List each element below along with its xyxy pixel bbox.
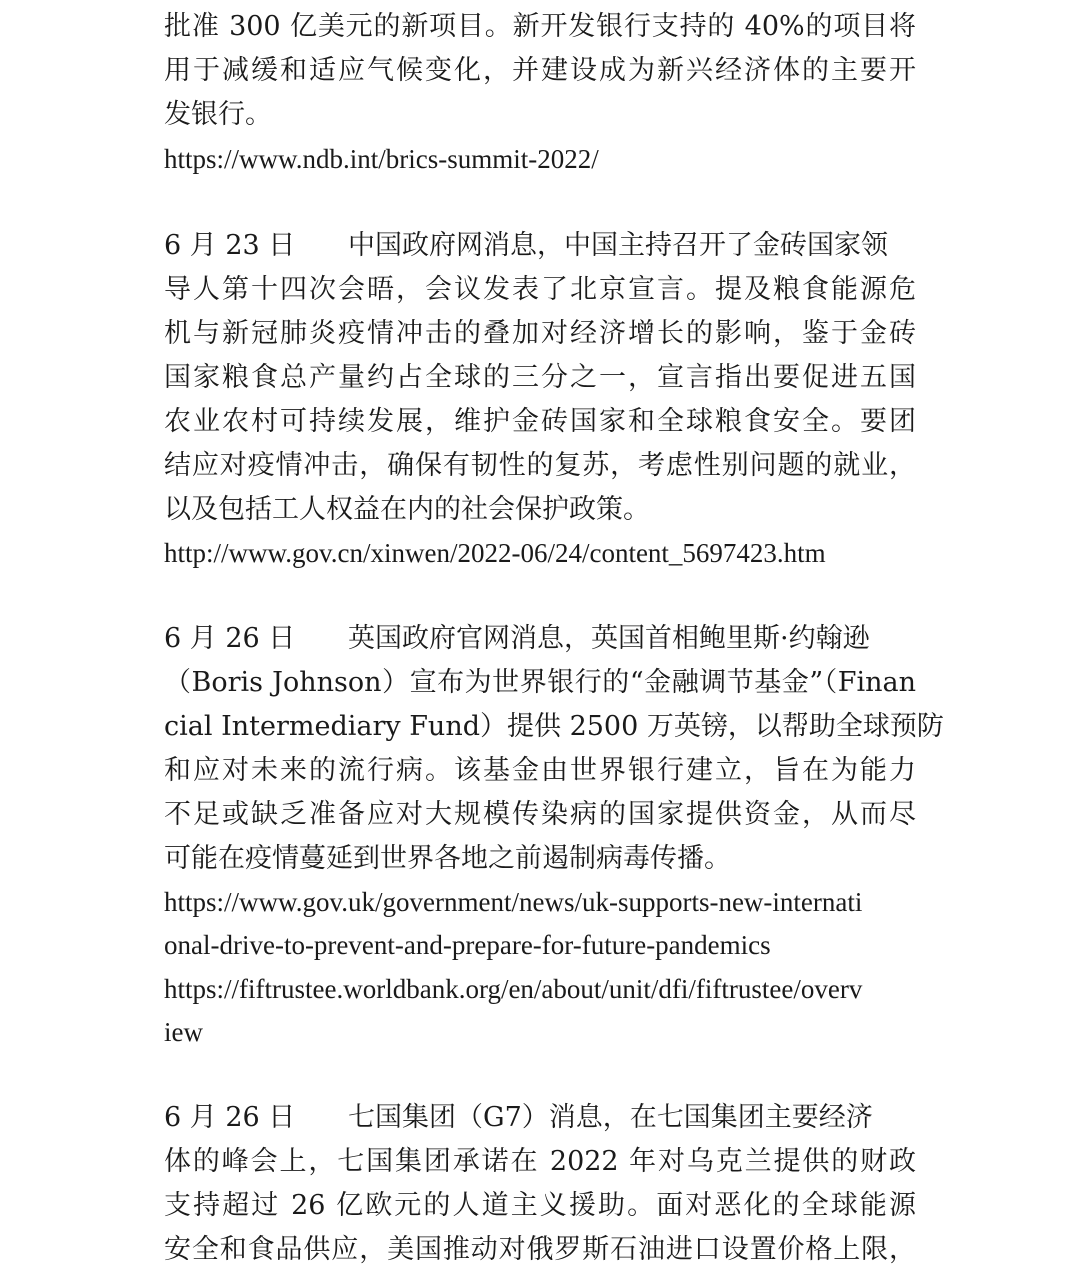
source-link[interactable]: onal-drive-to-prevent-and-prepare-for-future-pandemics — [164, 930, 771, 960]
source-link[interactable]: http://www.gov.cn/xinwen/2022-06/24/content_5697423.htm — [164, 538, 826, 568]
paragraph-line: 结应对疫情冲击，确保有韧性的复苏，考虑性别问题的就业， — [164, 450, 916, 481]
source-link[interactable]: https://www.gov.uk/government/news/uk-supports-new-internati — [164, 887, 863, 917]
paragraph-line: （Boris Johnson）宣布为世界银行的“金融调节基金”（Finan — [164, 667, 916, 698]
paragraph-line: 导人第十四次会晤，会议发表了北京宣言。提及粮食能源危 — [164, 274, 916, 305]
paragraph-line: 以及包括工人权益在内的社会保护政策。 — [164, 494, 650, 525]
source-link[interactable]: iew — [164, 1017, 203, 1047]
paragraph-line: 体的峰会上，七国集团承诺在 2022 年对乌克兰提供的财政 — [164, 1146, 916, 1177]
entry-lead-text: 英国政府官网消息，英国首相鲍里斯·约翰逊 — [348, 623, 870, 654]
paragraph-line: 支持超过 26 亿欧元的人道主义援助。面对恶化的全球能源 — [164, 1190, 916, 1221]
entry-date: 6 月 26 日 — [164, 623, 296, 654]
paragraph-line: 用于减缓和适应气候变化，并建设成为新兴经济体的主要开 — [164, 55, 916, 86]
paragraph-line: 批准 300 亿美元的新项目。新开发银行支持的 40%的项目将 — [164, 11, 916, 42]
paragraph-line: cial Intermediary Fund）提供 2500 万英镑，以帮助全球预防 — [164, 711, 944, 742]
entry-first-line — [164, 229, 888, 263]
paragraph-line: 农业农村可持续发展，维护金砖国家和全球粮食安全。要团 — [164, 406, 916, 437]
entry-first-line — [164, 622, 870, 656]
source-link[interactable]: https://fiftrustee.worldbank.org/en/about/unit/dfi/fiftrustee/overv — [164, 974, 863, 1004]
paragraph-line: 可能在疫情蔓延到世界各地之前遏制病毒传播。 — [164, 843, 731, 874]
paragraph-line: 不足或缺乏准备应对大规模传染病的国家提供资金，从而尽 — [164, 799, 916, 830]
entry-lead-text: 中国政府网消息，中国主持召开了金砖国家领 — [348, 230, 888, 261]
paragraph-line: 和应对未来的流行病。该基金由世界银行建立，旨在为能力 — [164, 755, 916, 786]
entry-date: 6 月 26 日 — [164, 1102, 296, 1133]
source-link[interactable]: https://www.ndb.int/brics-summit-2022/ — [164, 144, 599, 174]
paragraph-line: 发银行。 — [164, 99, 272, 130]
entry-first-line — [164, 1101, 873, 1135]
entry-date: 6 月 23 日 — [164, 230, 296, 261]
paragraph-line: 机与新冠肺炎疫情冲击的叠加对经济增长的影响，鉴于金砖 — [164, 318, 916, 349]
paragraph-line: 安全和食品供应，美国推动对俄罗斯石油进口设置价格上限， — [164, 1234, 916, 1265]
entry-lead-text: 七国集团（G7）消息，在七国集团主要经济 — [348, 1102, 873, 1133]
paragraph-line: 国家粮食总产量约占全球的三分之一，宣言指出要促进五国 — [164, 362, 916, 393]
